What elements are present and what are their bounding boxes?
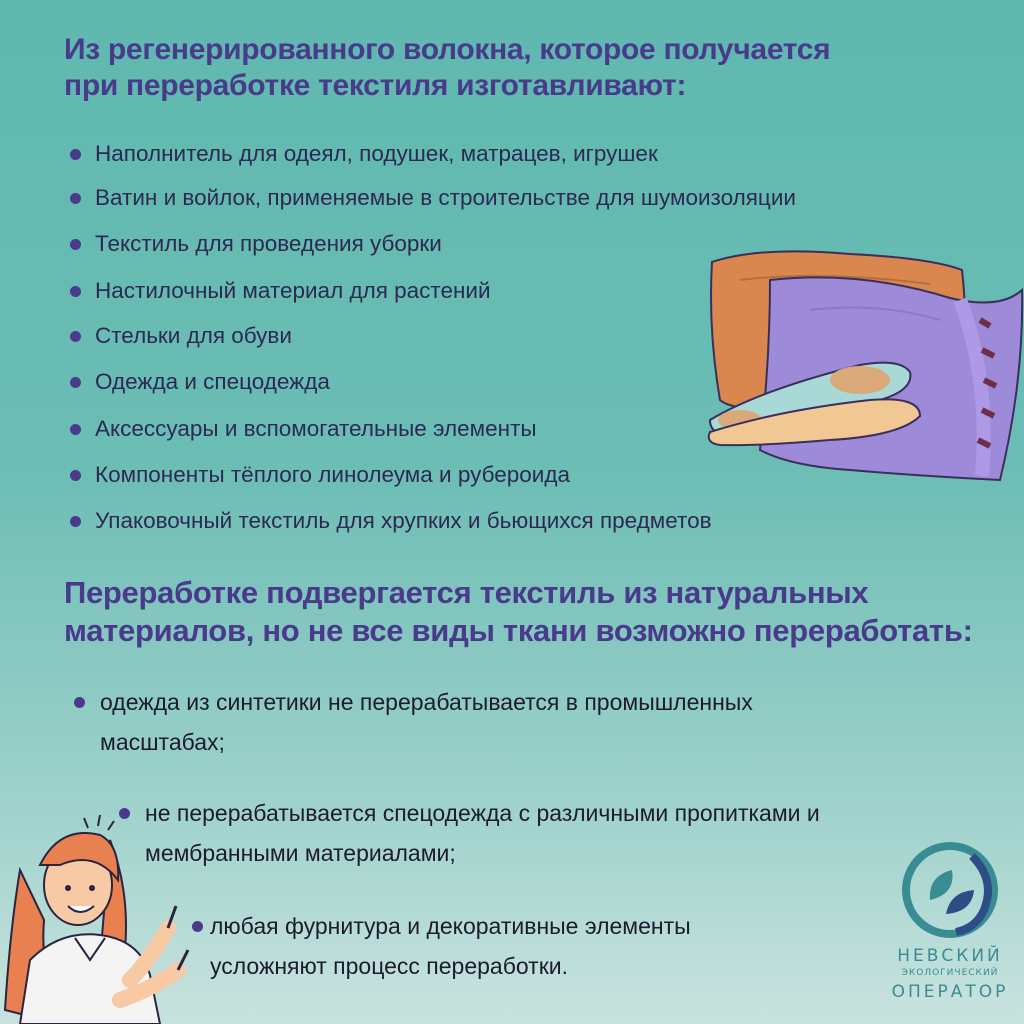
list-item xyxy=(100,682,753,762)
list-item xyxy=(210,906,691,986)
bullet-icon xyxy=(74,697,85,708)
list-item xyxy=(145,793,820,873)
bullet-icon xyxy=(70,149,81,160)
heading-line: Из регенерированного волокна, которое получается xyxy=(64,33,831,66)
list-item-text: Компоненты тёплого линолеума и рубероида xyxy=(95,462,570,487)
heading-regenerated-fiber xyxy=(64,32,924,104)
list-item-text: масштабах; xyxy=(100,729,225,755)
logo-line: НЕВСКИЙ xyxy=(897,946,1003,966)
list-item xyxy=(70,140,658,168)
list-item-text: одежда из синтетики не перерабатывается в промышленных xyxy=(100,689,753,715)
bullet-icon xyxy=(70,239,81,250)
woman-pointing-illustration xyxy=(0,810,190,1024)
bullet-icon xyxy=(70,331,81,342)
list-item xyxy=(70,461,570,489)
bullet-icon xyxy=(70,193,81,204)
list-item-text: Ватин и войлок, применяемые в строительстве для шумоизоляции xyxy=(95,185,796,210)
list-item-text: Стельки для обуви xyxy=(95,323,292,348)
logo-line: ЭКОЛОГИЧЕСКИЙ xyxy=(901,968,999,978)
heading-line: при переработке текстиля изготавливают: xyxy=(64,69,687,102)
list-item xyxy=(70,184,796,212)
list-item xyxy=(70,415,537,443)
bullet-icon xyxy=(192,921,203,932)
list-item xyxy=(70,322,292,350)
list-item-text: Текстиль для проведения уборки xyxy=(95,231,442,256)
list-item xyxy=(70,368,330,396)
heading-natural-materials xyxy=(64,574,1014,650)
bullet-icon xyxy=(70,470,81,481)
list-item-text: мембранными материалами; xyxy=(145,840,456,866)
leaf-logo-icon xyxy=(900,840,1000,940)
bullet-icon xyxy=(70,424,81,435)
logo-line: ОПЕРАТОР xyxy=(891,982,1009,1002)
bullet-icon xyxy=(70,516,81,527)
heading-line: материалов, но не все виды ткани возможно переработать: xyxy=(64,613,973,648)
bullet-icon xyxy=(70,286,81,297)
list-item-text: Аксессуары и вспомогательные элементы xyxy=(95,416,537,441)
list-item-text: любая фурнитура и декоративные элементы xyxy=(210,913,691,939)
list-item-text: Наполнитель для одеял, подушек, матрацев, игрушек xyxy=(95,141,658,166)
list-item-text: не перерабатывается спецодежда с различными пропитками и xyxy=(145,800,820,826)
list-item-text: Упаковочный текстиль для хрупких и бьющихся предметов xyxy=(95,508,712,533)
list-item-text: Одежда и спецодежда xyxy=(95,369,330,394)
list-item xyxy=(70,277,491,305)
list-item-text: Настилочный материал для растений xyxy=(95,278,491,303)
list-item-text: усложняют процесс переработки. xyxy=(210,953,569,979)
pillow-illustration xyxy=(700,240,1024,490)
bullet-icon xyxy=(70,377,81,388)
heading-line: Переработке подвергается текстиль из натуральных xyxy=(64,575,869,610)
list-item xyxy=(70,230,442,258)
list-item xyxy=(70,507,712,535)
